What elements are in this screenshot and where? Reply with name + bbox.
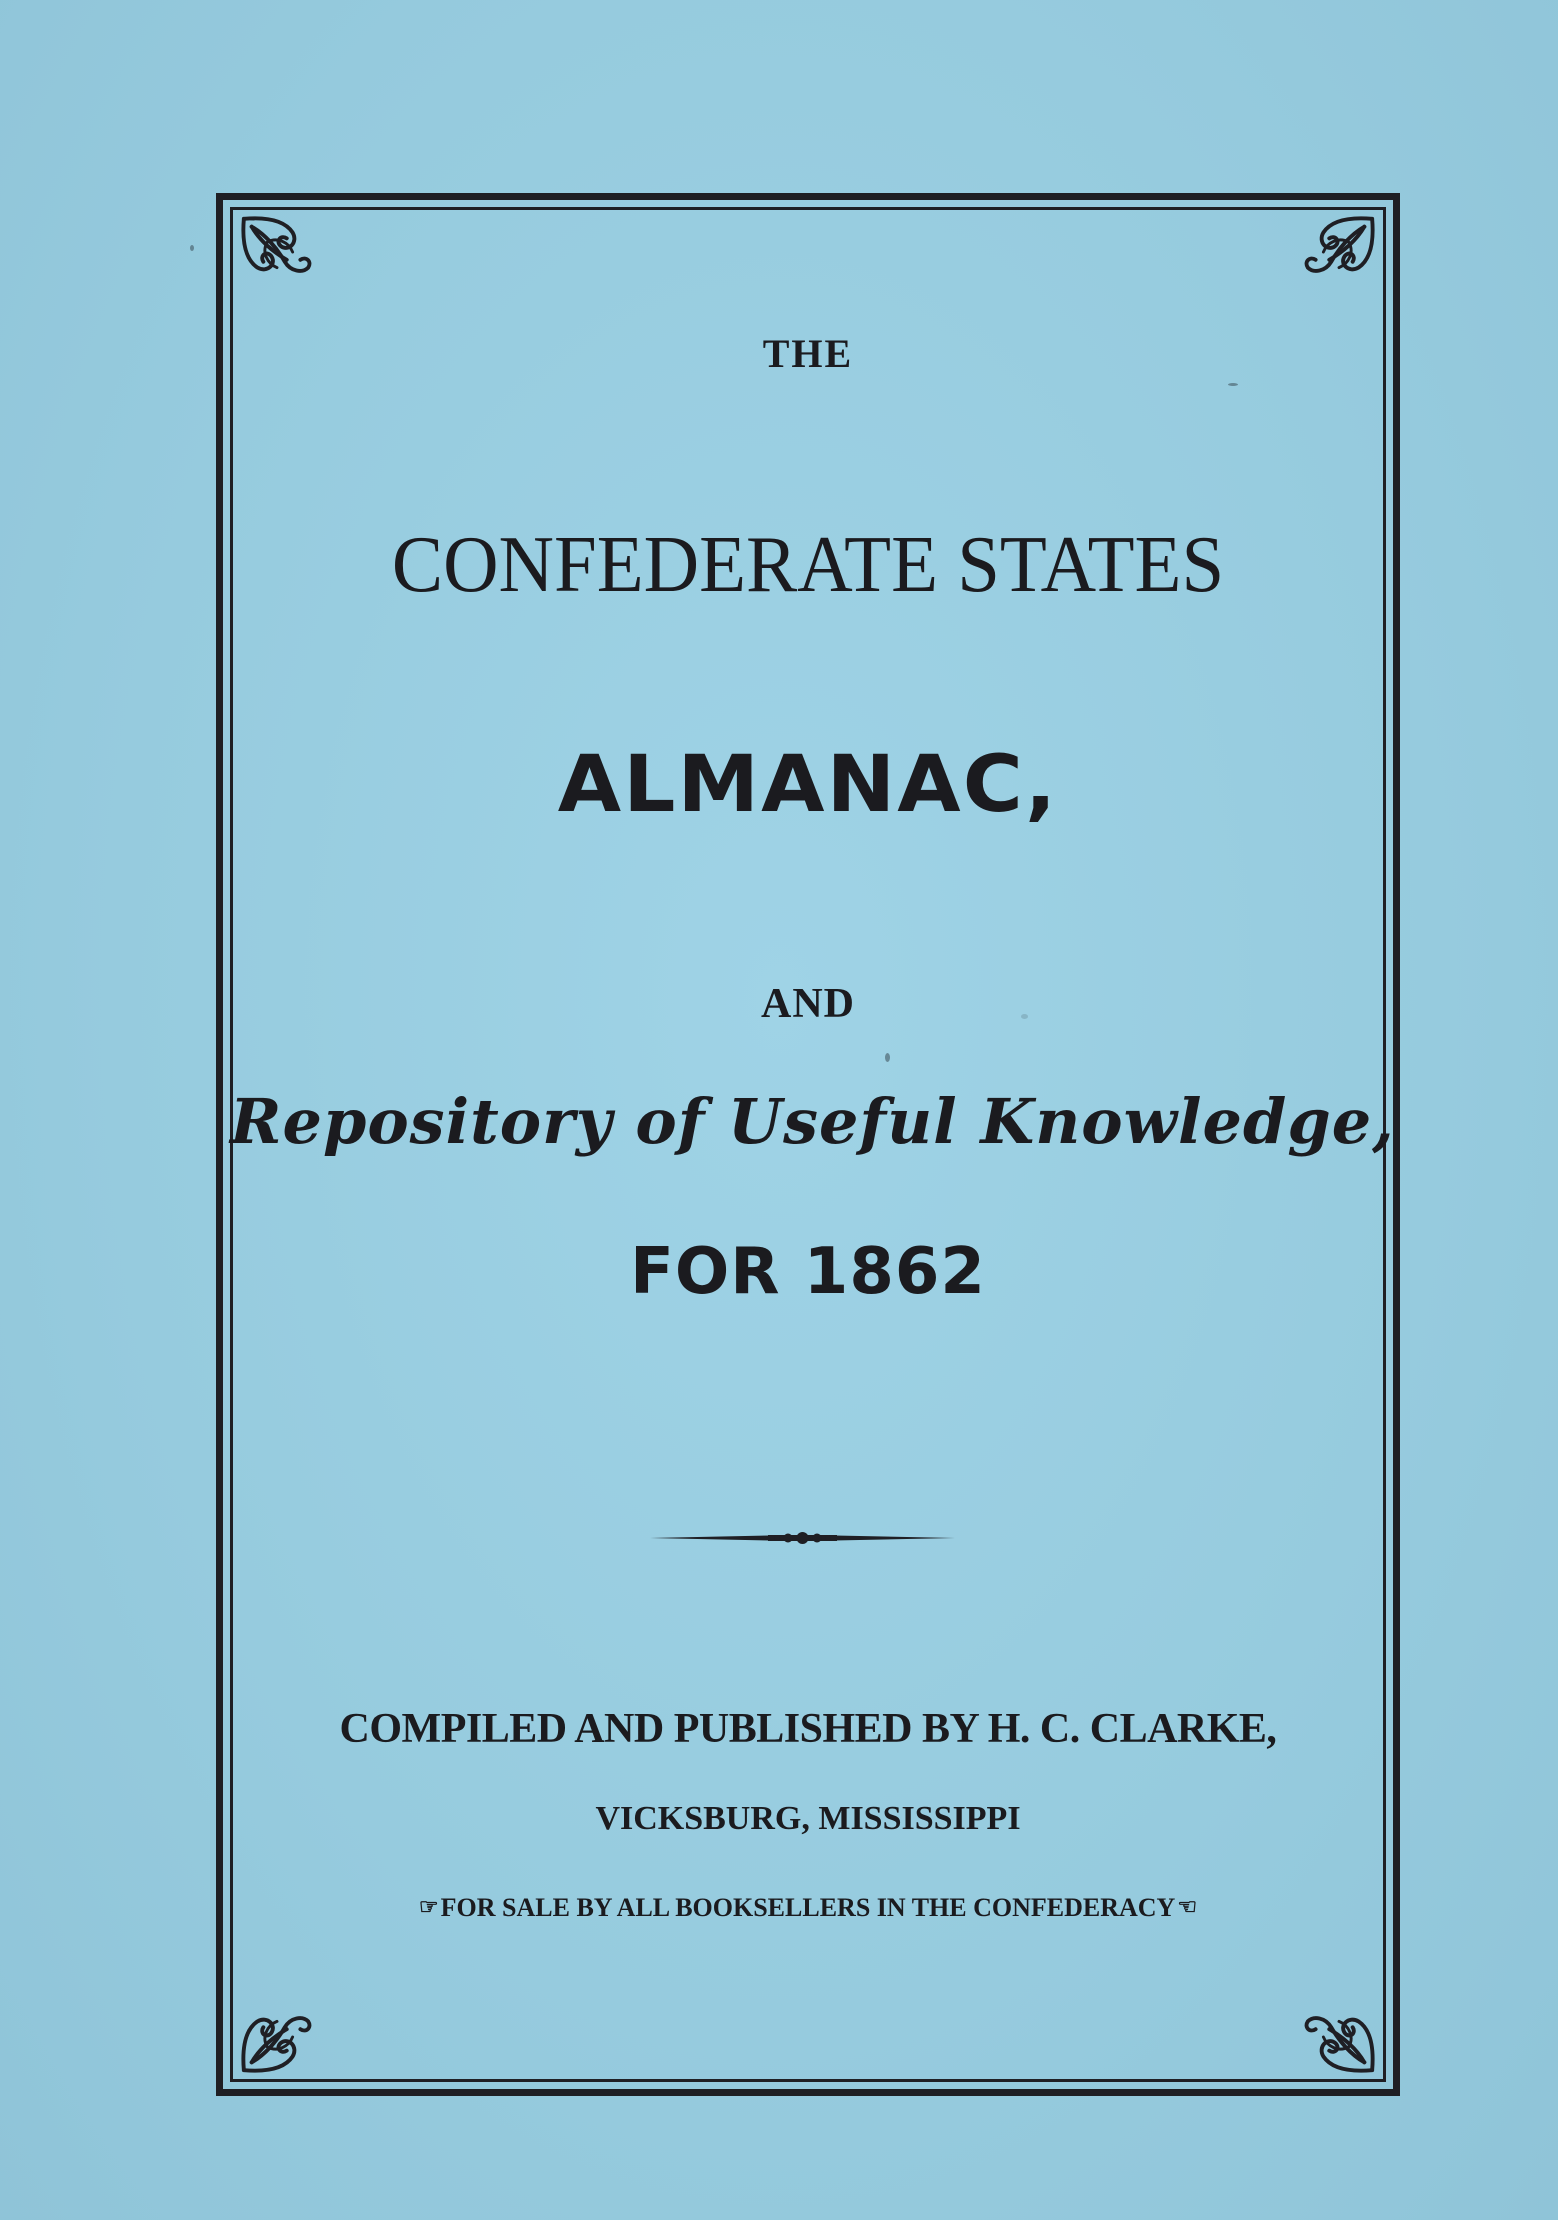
fleur-de-lis-corner-icon — [1300, 213, 1378, 291]
publisher-line: COMPILED AND PUBLISHED BY H. C. CLARKE, — [339, 1706, 1277, 1752]
sale-text: FOR SALE BY ALL BOOKSELLERS IN THE CONFEDERACY — [440, 1893, 1176, 1922]
subtitle-repository: Repository of Useful Knowledge, — [230, 1085, 1395, 1158]
pointing-hand-icon: ☞ — [418, 1894, 439, 1919]
title-almanac: ALMANAC, — [557, 740, 1059, 830]
fleur-de-lis-corner-icon — [1300, 1998, 1378, 2076]
title-year: FOR 1862 — [630, 1235, 986, 1309]
paper-speck — [190, 245, 194, 251]
title-the: THE — [762, 331, 854, 376]
city-line: VICKSBURG, MISSISSIPPI — [595, 1800, 1021, 1837]
title-confederate-states: CONFEDERATE STATES — [391, 521, 1225, 609]
title-and: AND — [761, 981, 855, 1027]
sale-line — [230, 1893, 1386, 1923]
ornamental-rule — [650, 1525, 955, 1551]
fleur-de-lis-corner-icon — [238, 213, 316, 291]
pointing-hand-icon: ☜ — [1177, 1894, 1198, 1919]
fleur-de-lis-corner-icon — [238, 1998, 316, 2076]
